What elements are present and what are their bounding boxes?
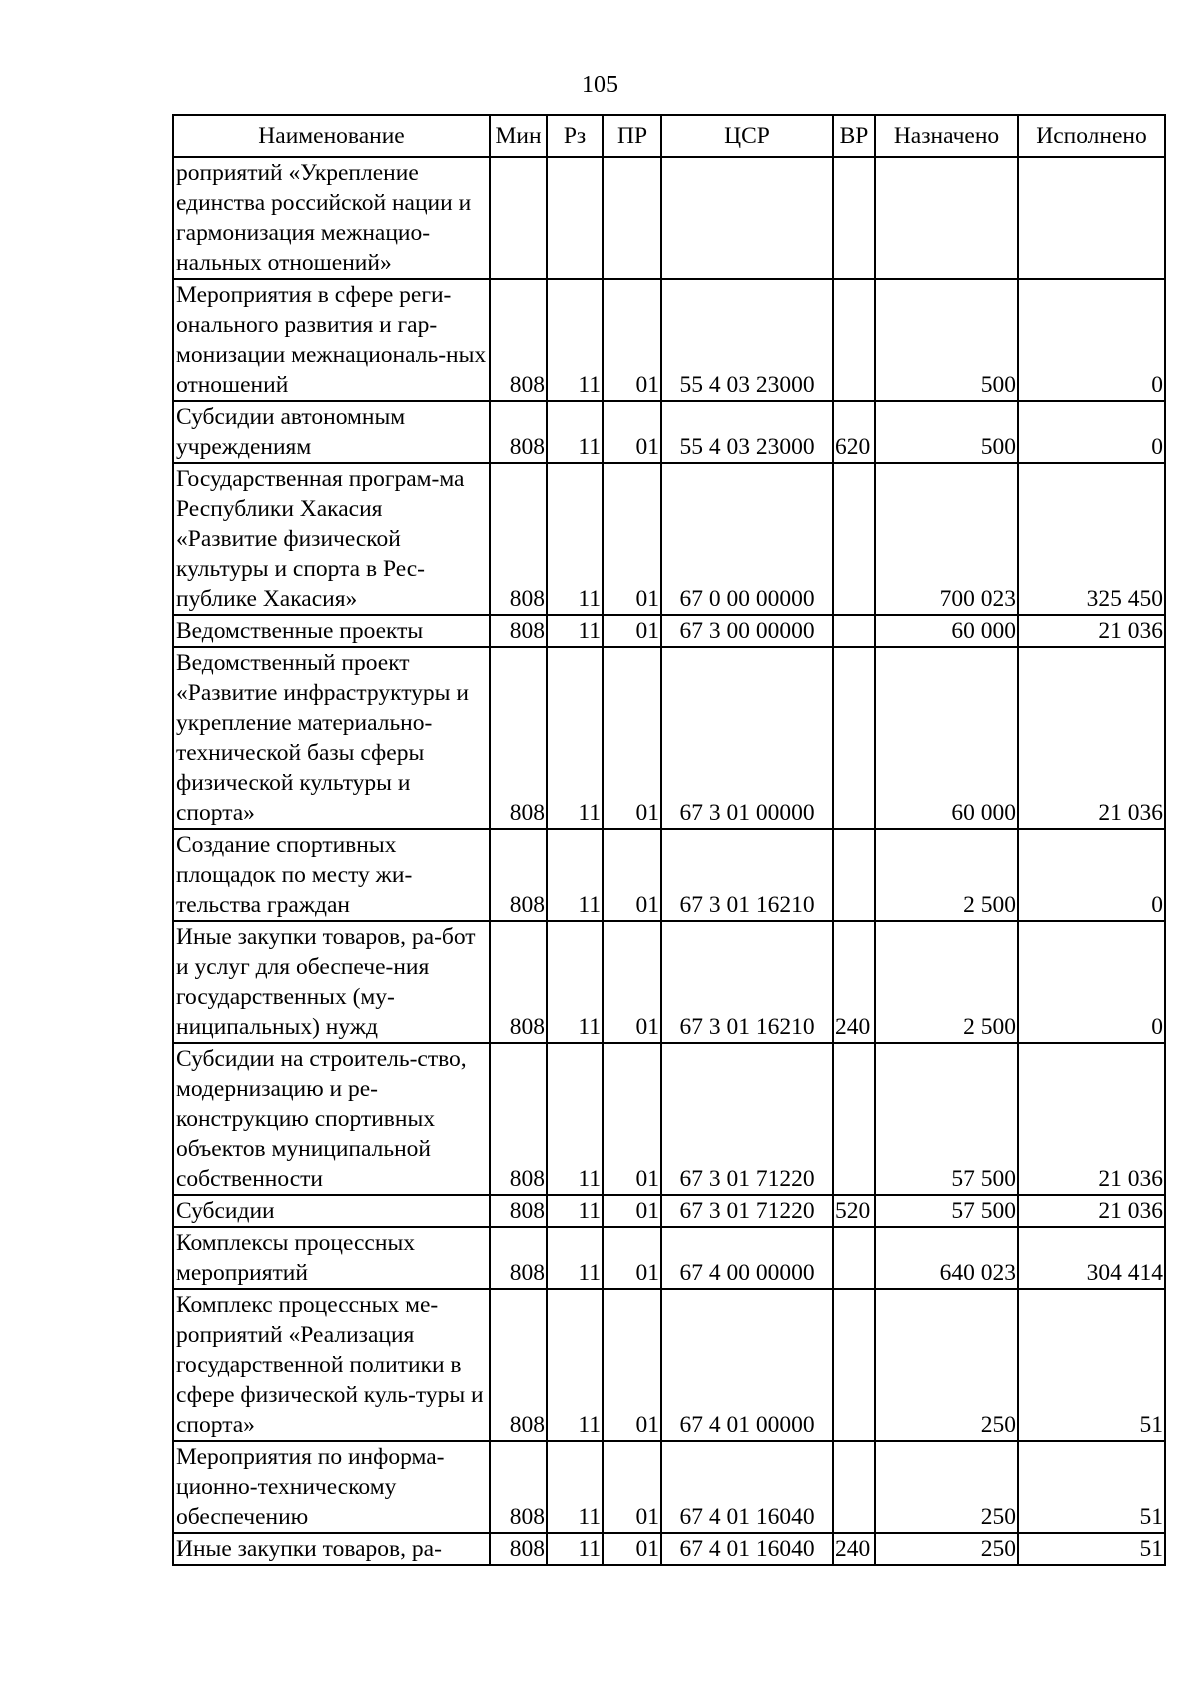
cell-csr: 67 4 01 16040 bbox=[661, 1441, 833, 1533]
cell-rz: 11 bbox=[547, 829, 603, 921]
table-row bbox=[173, 615, 1165, 647]
cell-naznacheno: 700 023 bbox=[875, 463, 1018, 615]
table-row bbox=[173, 1227, 1165, 1289]
budget-table bbox=[172, 114, 1166, 1566]
header-rz: Рз bbox=[547, 115, 603, 157]
cell-name: Государственная програм-ма Республики Хакасия «Развитие физической культуры и спорта в Рес-публике Хакасия» bbox=[173, 463, 490, 615]
cell-vr bbox=[833, 463, 875, 615]
cell-pr: 01 bbox=[603, 1289, 661, 1441]
cell-csr: 67 3 01 71220 bbox=[661, 1195, 833, 1227]
cell-vr bbox=[833, 157, 875, 279]
cell-name: роприятий «Укрепление единства российской нации и гармонизация межнацио-нальных отношений» bbox=[173, 157, 490, 279]
cell-pr: 01 bbox=[603, 279, 661, 401]
cell-rz: 11 bbox=[547, 463, 603, 615]
table-row bbox=[173, 463, 1165, 615]
cell-rz bbox=[547, 157, 603, 279]
cell-naznacheno: 57 500 bbox=[875, 1195, 1018, 1227]
cell-ispolneno: 0 bbox=[1018, 401, 1165, 463]
cell-csr bbox=[661, 157, 833, 279]
cell-ispolneno: 51 bbox=[1018, 1533, 1165, 1565]
cell-pr: 01 bbox=[603, 1441, 661, 1533]
cell-min: 808 bbox=[490, 401, 547, 463]
cell-naznacheno: 2 500 bbox=[875, 921, 1018, 1043]
cell-min bbox=[490, 157, 547, 279]
header-pr: ПР bbox=[603, 115, 661, 157]
cell-vr: 240 bbox=[833, 1533, 875, 1565]
cell-ispolneno: 0 bbox=[1018, 921, 1165, 1043]
table-row bbox=[173, 401, 1165, 463]
cell-min: 808 bbox=[490, 463, 547, 615]
cell-rz: 11 bbox=[547, 615, 603, 647]
cell-naznacheno: 500 bbox=[875, 401, 1018, 463]
table-row bbox=[173, 1195, 1165, 1227]
table-row bbox=[173, 1289, 1165, 1441]
cell-vr bbox=[833, 615, 875, 647]
cell-pr: 01 bbox=[603, 1227, 661, 1289]
cell-pr: 01 bbox=[603, 921, 661, 1043]
header-min: Мин bbox=[490, 115, 547, 157]
cell-csr: 67 4 01 00000 bbox=[661, 1289, 833, 1441]
cell-ispolneno: 325 450 bbox=[1018, 463, 1165, 615]
cell-naznacheno: 250 bbox=[875, 1441, 1018, 1533]
cell-naznacheno bbox=[875, 157, 1018, 279]
cell-vr: 240 bbox=[833, 921, 875, 1043]
cell-rz: 11 bbox=[547, 1441, 603, 1533]
cell-min: 808 bbox=[490, 1227, 547, 1289]
header-name: Наименование bbox=[173, 115, 490, 157]
cell-name: Ведомственный проект «Развитие инфраструктуры и укрепление материально-технической базы сферы физической культуры и спорта» bbox=[173, 647, 490, 829]
cell-csr: 67 3 00 00000 bbox=[661, 615, 833, 647]
header-row bbox=[173, 115, 1165, 157]
cell-min: 808 bbox=[490, 829, 547, 921]
cell-name: Мероприятия в сфере реги-онального развития и гар-монизации межнациональ-ных отношений bbox=[173, 279, 490, 401]
cell-pr bbox=[603, 157, 661, 279]
cell-ispolneno: 0 bbox=[1018, 829, 1165, 921]
cell-min: 808 bbox=[490, 647, 547, 829]
cell-pr: 01 bbox=[603, 647, 661, 829]
cell-ispolneno: 51 bbox=[1018, 1441, 1165, 1533]
cell-pr: 01 bbox=[603, 1195, 661, 1227]
cell-name: Субсидии на строитель-ство, модернизацию и ре-конструкцию спортивных объектов муниципальной собственности bbox=[173, 1043, 490, 1195]
cell-rz: 11 bbox=[547, 1533, 603, 1565]
cell-vr bbox=[833, 1227, 875, 1289]
cell-csr: 67 3 01 71220 bbox=[661, 1043, 833, 1195]
table-row bbox=[173, 647, 1165, 829]
header-vr: ВР bbox=[833, 115, 875, 157]
cell-name: Иные закупки товаров, ра- bbox=[173, 1533, 490, 1565]
cell-csr: 55 4 03 23000 bbox=[661, 279, 833, 401]
cell-pr: 01 bbox=[603, 1043, 661, 1195]
table-row bbox=[173, 829, 1165, 921]
cell-naznacheno: 500 bbox=[875, 279, 1018, 401]
cell-pr: 01 bbox=[603, 401, 661, 463]
cell-csr: 67 0 00 00000 bbox=[661, 463, 833, 615]
cell-naznacheno: 60 000 bbox=[875, 647, 1018, 829]
cell-pr: 01 bbox=[603, 829, 661, 921]
cell-ispolneno bbox=[1018, 157, 1165, 279]
header-ispolneno: Исполнено bbox=[1018, 115, 1165, 157]
cell-rz: 11 bbox=[547, 401, 603, 463]
cell-name: Иные закупки товаров, ра-бот и услуг для обеспече-ния государственных (му-ниципальных) нужд bbox=[173, 921, 490, 1043]
cell-rz: 11 bbox=[547, 1227, 603, 1289]
cell-vr bbox=[833, 647, 875, 829]
cell-rz: 11 bbox=[547, 647, 603, 829]
cell-min: 808 bbox=[490, 1441, 547, 1533]
table-body bbox=[173, 157, 1165, 1565]
cell-vr bbox=[833, 279, 875, 401]
cell-name: Комплексы процессных мероприятий bbox=[173, 1227, 490, 1289]
cell-ispolneno: 51 bbox=[1018, 1289, 1165, 1441]
cell-vr bbox=[833, 1043, 875, 1195]
cell-min: 808 bbox=[490, 1195, 547, 1227]
cell-min: 808 bbox=[490, 1043, 547, 1195]
cell-min: 808 bbox=[490, 1533, 547, 1565]
cell-csr: 67 4 01 16040 bbox=[661, 1533, 833, 1565]
cell-vr bbox=[833, 829, 875, 921]
cell-rz: 11 bbox=[547, 1195, 603, 1227]
page-number: 105 bbox=[582, 72, 618, 98]
cell-min: 808 bbox=[490, 615, 547, 647]
cell-ispolneno: 21 036 bbox=[1018, 647, 1165, 829]
cell-vr bbox=[833, 1441, 875, 1533]
header-csr: ЦСР bbox=[661, 115, 833, 157]
cell-vr: 620 bbox=[833, 401, 875, 463]
cell-name: Комплекс процессных ме-роприятий «Реализация государственной политики в сфере физической куль-туры и спорта» bbox=[173, 1289, 490, 1441]
table-row bbox=[173, 279, 1165, 401]
cell-naznacheno: 640 023 bbox=[875, 1227, 1018, 1289]
cell-min: 808 bbox=[490, 1289, 547, 1441]
cell-ispolneno: 21 036 bbox=[1018, 615, 1165, 647]
table-row bbox=[173, 921, 1165, 1043]
cell-pr: 01 bbox=[603, 1533, 661, 1565]
header-naznacheno: Назначено bbox=[875, 115, 1018, 157]
table-row bbox=[173, 1533, 1165, 1565]
cell-naznacheno: 57 500 bbox=[875, 1043, 1018, 1195]
cell-name: Ведомственные проекты bbox=[173, 615, 490, 647]
cell-naznacheno: 2 500 bbox=[875, 829, 1018, 921]
cell-rz: 11 bbox=[547, 1043, 603, 1195]
cell-vr bbox=[833, 1289, 875, 1441]
cell-csr: 55 4 03 23000 bbox=[661, 401, 833, 463]
cell-ispolneno: 304 414 bbox=[1018, 1227, 1165, 1289]
cell-name: Субсидии автономным учреждениям bbox=[173, 401, 490, 463]
cell-name: Мероприятия по информа-ционно-техническому обеспечению bbox=[173, 1441, 490, 1533]
cell-naznacheno: 250 bbox=[875, 1533, 1018, 1565]
cell-name: Субсидии bbox=[173, 1195, 490, 1227]
cell-csr: 67 3 01 16210 bbox=[661, 921, 833, 1043]
cell-name: Создание спортивных площадок по месту жи-тельства граждан bbox=[173, 829, 490, 921]
cell-naznacheno: 60 000 bbox=[875, 615, 1018, 647]
table-row bbox=[173, 1043, 1165, 1195]
cell-csr: 67 3 01 16210 bbox=[661, 829, 833, 921]
table-row bbox=[173, 1441, 1165, 1533]
cell-ispolneno: 0 bbox=[1018, 279, 1165, 401]
cell-rz: 11 bbox=[547, 921, 603, 1043]
cell-naznacheno: 250 bbox=[875, 1289, 1018, 1441]
cell-rz: 11 bbox=[547, 1289, 603, 1441]
cell-rz: 11 bbox=[547, 279, 603, 401]
cell-pr: 01 bbox=[603, 463, 661, 615]
cell-csr: 67 4 00 00000 bbox=[661, 1227, 833, 1289]
cell-csr: 67 3 01 00000 bbox=[661, 647, 833, 829]
cell-min: 808 bbox=[490, 279, 547, 401]
cell-pr: 01 bbox=[603, 615, 661, 647]
cell-min: 808 bbox=[490, 921, 547, 1043]
table-row bbox=[173, 157, 1165, 279]
cell-vr: 520 bbox=[833, 1195, 875, 1227]
cell-ispolneno: 21 036 bbox=[1018, 1195, 1165, 1227]
cell-ispolneno: 21 036 bbox=[1018, 1043, 1165, 1195]
